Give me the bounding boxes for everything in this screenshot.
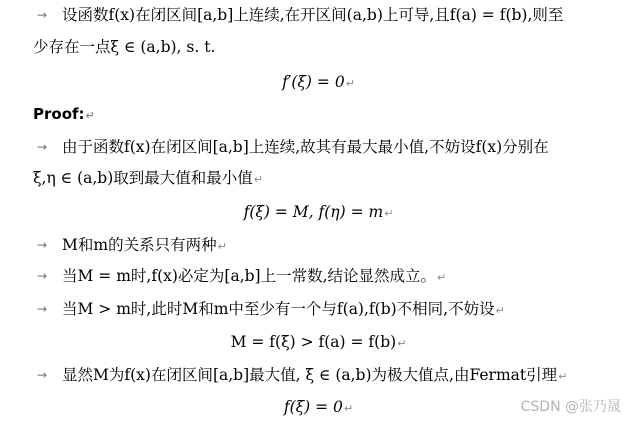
equation-fprime-xi [0, 71, 637, 93]
fermat-paragraph [62, 364, 567, 388]
case-intro-text: M和m的关系只有两种 [62, 236, 217, 254]
paragraph-arrow-icon: → [37, 269, 48, 283]
csdn-watermark: CSDN @张乃晟 [520, 399, 621, 415]
case-equal [62, 265, 446, 289]
equation-fprime-xi-text: f′(ξ) = 0 [282, 73, 345, 91]
proof-paragraph-text: 由于函数f(x)在闭区间[a,b]上连续,故其有最大最小值,不妨设f(x)分别在 [62, 138, 549, 156]
theorem-statement-text: 设函数f(x)在闭区间[a,b]上连续,在开区间(a,b)上可导,且f(a) = f(b),则至 [62, 6, 564, 24]
paragraph-mark-icon: ↵ [343, 402, 354, 415]
case-intro-line [0, 234, 637, 256]
equation-fprime-xi-wrap [0, 71, 637, 95]
fermat-paragraph-text: 显然M为f(x)在闭区间[a,b]最大值, ξ ∈ (a,b)为极大值点,由Fermat引理 [62, 366, 558, 384]
proof-paragraph-line-1 [0, 136, 637, 158]
equation-max-min-wrap [0, 201, 637, 225]
paragraph-mark-icon: ↵ [397, 337, 407, 350]
case-equal-text: 当M = m时,f(x)必定为[a,b]上一常数,结论显然成立。 [62, 267, 437, 285]
equation-m-equals-wrap [0, 331, 637, 355]
paragraph-mark-icon: ↵ [345, 77, 355, 90]
paragraph-mark-icon: ↵ [437, 271, 447, 284]
case-equal-line [0, 265, 637, 287]
proof-paragraph-continuation [33, 167, 263, 191]
proof-heading-text: Proof: [33, 105, 85, 123]
paragraph-mark-icon: ↵ [253, 173, 263, 186]
equation-max-min-text: f(ξ) = M, f(η) = m [243, 203, 384, 221]
equation-m-equals-text: M = f(ξ) > f(a) = f(b) [230, 333, 397, 351]
paragraph-mark-icon: ↵ [384, 207, 394, 220]
paragraph-arrow-icon: → [37, 238, 48, 252]
proof-paragraph-line-2 [0, 167, 637, 189]
paragraph-arrow-icon: → [37, 140, 48, 154]
paragraph-arrow-icon: → [37, 368, 48, 382]
paragraph-mark-icon: ↵ [495, 304, 505, 317]
equation-m-equals [0, 331, 637, 353]
paragraph-arrow-icon: → [37, 302, 48, 316]
proof-paragraph-continuation-text: ξ,η ∈ (a,b)取到最大值和最小值 [33, 169, 253, 187]
case-greater [62, 298, 505, 322]
paragraph-arrow-icon: → [37, 8, 48, 22]
proof-heading-line [0, 103, 637, 125]
theorem-statement-continuation: 少存在一点ξ ∈ (a,b), s. t. [33, 38, 216, 56]
case-greater-line [0, 298, 637, 320]
paragraph-mark-icon: ↵ [558, 370, 568, 383]
paragraph-mark-icon: ↵ [85, 109, 95, 122]
fermat-line [0, 364, 637, 386]
case-intro [62, 234, 227, 258]
equation-max-min [0, 201, 637, 223]
equation-f-xi-zero-text: f(ξ) = 0 [283, 398, 343, 416]
paragraph-theorem-line-1 [0, 4, 637, 26]
case-greater-text: 当M > m时,此时M和m中至少有一个与f(a),f(b)不相同,不妨设 [62, 300, 495, 318]
paragraph-mark-icon: ↵ [217, 240, 227, 253]
paragraph-theorem-line-2 [0, 36, 637, 58]
proof-heading [33, 103, 95, 127]
